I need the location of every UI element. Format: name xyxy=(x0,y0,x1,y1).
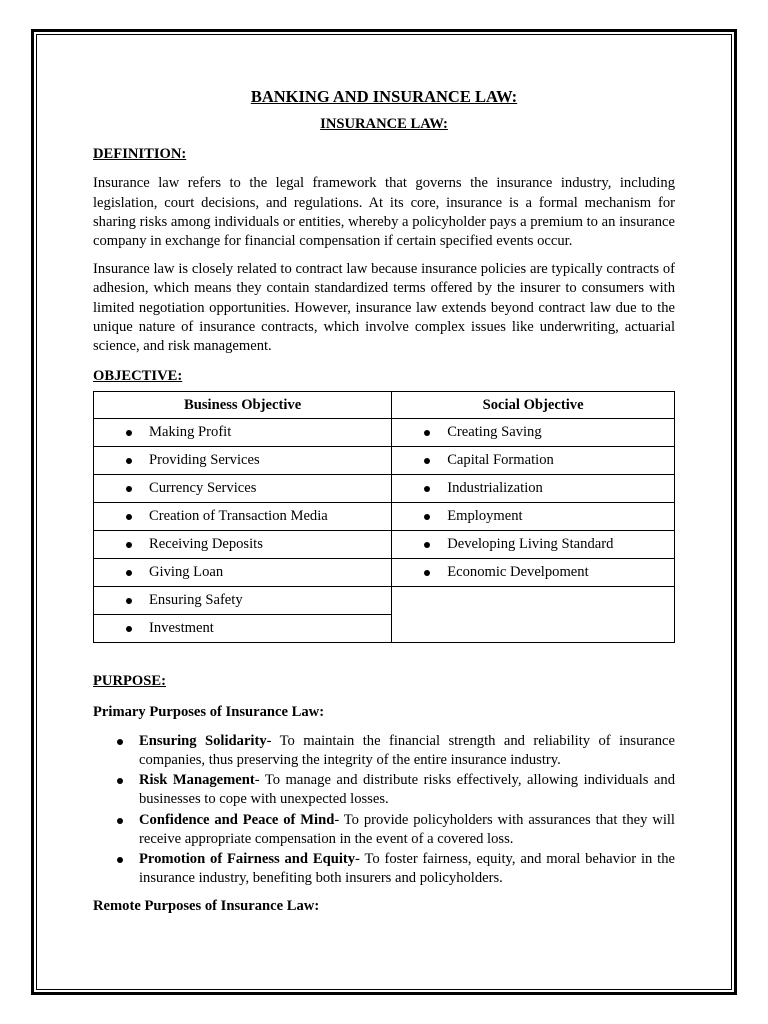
bullet-icon xyxy=(424,570,430,576)
social-cell: Capital Formation xyxy=(392,447,675,475)
bullet-icon xyxy=(424,542,430,548)
business-objective-header: Business Objective xyxy=(94,392,392,419)
social-cell-empty xyxy=(392,587,675,643)
purpose-term: Ensuring Solidarity xyxy=(139,732,267,749)
objective-heading: OBJECTIVE: xyxy=(93,368,183,385)
table-row xyxy=(94,475,675,503)
document-subtitle: INSURANCE LAW: xyxy=(320,116,448,132)
table-row xyxy=(94,447,675,475)
bullet-icon xyxy=(126,598,132,604)
bullet-icon xyxy=(424,486,430,492)
list-item xyxy=(93,850,675,888)
purpose-term: Confidence and Peace of Mind xyxy=(139,811,335,828)
definition-heading: DEFINITION: xyxy=(93,146,187,163)
definition-paragraph-2: Insurance law is closely related to contract law because insurance policies are typically contracts of adhesion, which means they contain standardized terms offered by the insurer to consumers with limited negotiation opportunities. However, insurance law extends beyond contract law due to the unique nature of insurance contracts, which involve complex issues like underwriting, actuarial science, and risk management. xyxy=(93,261,675,355)
primary-purposes-heading: Primary Purposes of Insurance Law: xyxy=(93,703,325,720)
bullet-icon xyxy=(126,570,132,576)
table-header-row xyxy=(94,392,675,419)
purpose-text: - To foster fairness, equity, and moral behavior in the insurance industry, benefiting both insurers and policyholders. xyxy=(139,851,675,887)
bullet-icon xyxy=(117,818,123,824)
social-cell: Employment xyxy=(392,503,675,531)
primary-purposes-list xyxy=(93,732,675,889)
business-cell: Investment xyxy=(94,615,392,643)
purpose-text: - To maintain the financial strength and reliability of insurance companies, thus preserving the integrity of the entire insurance industry. xyxy=(139,732,675,769)
business-cell: Providing Services xyxy=(94,447,392,475)
bullet-icon xyxy=(126,514,132,520)
definition-paragraph-1: Insurance law refers to the legal framework that governs the insurance industry, including legislation, court decisions, and regulations. At its core, insurance is a formal mechanism for sharing risks among individuals or entities, whereby a policyholder pays a premium to an insurance company in exchange for financial compensation if certain specified events occur. xyxy=(93,175,675,250)
list-item xyxy=(93,811,675,849)
purpose-term: Risk Management xyxy=(139,772,255,789)
purpose-term: Promotion of Fairness and Equity xyxy=(139,851,356,868)
table-row xyxy=(94,419,675,447)
document-title: BANKING AND INSURANCE LAW: xyxy=(250,87,518,106)
list-item xyxy=(93,732,675,770)
business-cell: Currency Services xyxy=(94,475,392,503)
bullet-icon xyxy=(126,626,132,632)
document-body xyxy=(93,86,675,917)
social-cell: Economic Develpoment xyxy=(392,559,675,587)
bullet-icon xyxy=(126,486,132,492)
table-row xyxy=(94,531,675,559)
purpose-heading: PURPOSE: xyxy=(93,673,166,690)
table-row xyxy=(94,503,675,531)
bullet-icon xyxy=(117,739,123,745)
bullet-icon xyxy=(117,778,123,784)
bullet-icon xyxy=(424,458,430,464)
list-item xyxy=(93,771,675,809)
social-cell: Developing Living Standard xyxy=(392,531,675,559)
objective-table xyxy=(93,391,675,643)
social-cell: Creating Saving xyxy=(392,419,675,447)
table-row xyxy=(94,587,675,615)
business-cell: Giving Loan xyxy=(94,559,392,587)
business-cell: Ensuring Safety xyxy=(94,587,392,615)
bullet-icon xyxy=(126,430,132,436)
purpose-text: - To manage and distribute risks effectively, allowing individuals and businesses to cope with unexpected losses. xyxy=(139,772,675,808)
purpose-text: - To provide policyholders with assurances that they will receive appropriate compensation in the event of a covered loss. xyxy=(139,811,675,847)
business-cell: Making Profit xyxy=(94,419,392,447)
bullet-icon xyxy=(126,542,132,548)
remote-purposes-heading: Remote Purposes of Insurance Law: xyxy=(93,898,320,915)
bullet-icon xyxy=(424,430,430,436)
social-objective-header: Social Objective xyxy=(392,392,675,419)
business-cell: Receiving Deposits xyxy=(94,531,392,559)
bullet-icon xyxy=(424,514,430,520)
bullet-icon xyxy=(126,458,132,464)
business-cell: Creation of Transaction Media xyxy=(94,503,392,531)
social-cell: Industrialization xyxy=(392,475,675,503)
table-row xyxy=(94,559,675,587)
bullet-icon xyxy=(117,857,123,863)
